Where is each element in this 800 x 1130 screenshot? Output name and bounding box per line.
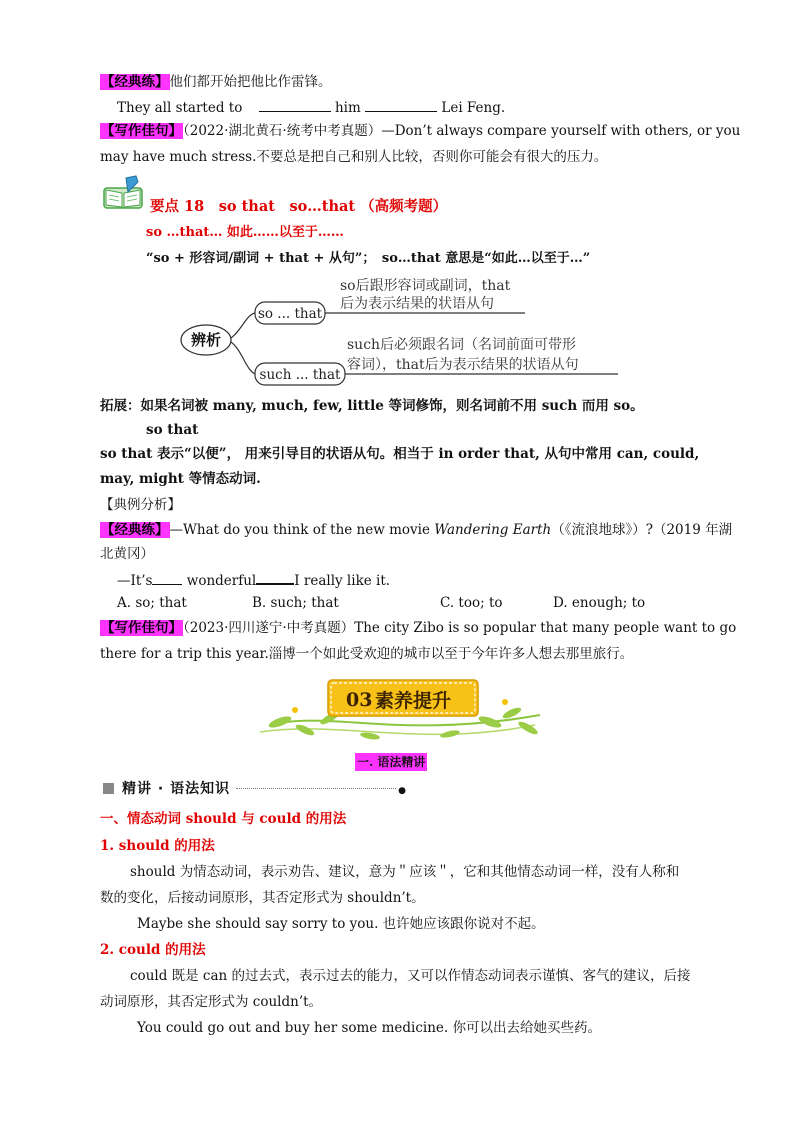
topic-heading: 一、情态动词 should 与 could 的用法 <box>100 811 347 827</box>
book-pencil-icon <box>100 174 148 212</box>
blank-1[interactable] <box>259 97 331 112</box>
answer-prefix: —It’s <box>117 573 153 589</box>
could-para-1: could 既是 can 的过去式，表示过去的能力，又可以作情态动词表示谨慎、客气的建议，后接 <box>130 968 691 984</box>
section-title-row <box>103 779 407 801</box>
should-para-1: should 为情态动词，表示劝告、建议，意为＂应该＂，它和其他情态动词一样，没有人称和 <box>130 864 680 880</box>
tag-classic-practice: 【经典练】 <box>101 74 169 90</box>
example-question-line-1 <box>100 520 732 540</box>
banner-number: 03 <box>346 689 373 711</box>
fill-in-sentence <box>117 97 505 118</box>
mind-map <box>180 270 630 395</box>
writing-text: （2022·湖北黄石·统考中考真题）—Don’t always compare yourself with others, or you <box>183 123 741 139</box>
should-heading: 1. should 的用法 <box>100 838 215 854</box>
dot-icon: ● <box>398 786 407 796</box>
banner-title: 素养提升 <box>375 690 452 712</box>
so-that-explain-2: may, might 等情态动词. <box>100 471 261 487</box>
writing-line-1 <box>100 121 740 141</box>
section-title: 精讲 · 语法知识 <box>122 781 231 797</box>
formula-line: “so + 形容词/副词 + that + 从句”； so…that 意思是“如此…以至于…” <box>146 251 591 266</box>
point-heading: 要点 18 so that so…that （高频考题） <box>150 198 448 215</box>
node-such-that-label: such ... that <box>259 367 341 383</box>
answer-blank-1[interactable] <box>152 570 182 585</box>
answer-mid: wonderful <box>186 573 257 589</box>
writing2-text: （2023·四川遂宁·中考真题）The city Zibo is so popular that many people want to go <box>183 620 737 636</box>
option-b[interactable]: B. such; that <box>252 595 339 611</box>
mind-map-center-label: 辨析 <box>190 331 222 349</box>
sentence-part: They all started to <box>117 100 243 116</box>
writing2-line-2: there for a trip this year.淄博一个如此受欢迎的城市以至于今年许多人想去那里旅行。 <box>100 646 634 662</box>
node1-text-line1: so后跟形容词或副词，that <box>340 278 511 294</box>
cn-prompt: 他们都开始把他比作雷锋。 <box>169 74 332 90</box>
section-banner <box>250 670 550 750</box>
sentence-part: him <box>334 100 361 116</box>
so-that-explain-1: so that 表示“以便”， 用来引导目的状语从句。相当于 in order that, 从句中常用 can, could, <box>100 446 700 462</box>
example-section-title: 【典例分析】 <box>100 497 181 513</box>
question-text-after: （《流浪地球》）?（2019 年湖 <box>551 522 733 538</box>
tag-writing: 【写作佳句】 <box>101 123 182 139</box>
could-example: You could go out and buy her some medicine. 你可以出去给她买些药。 <box>137 1020 601 1036</box>
square-bullet-icon <box>103 783 114 794</box>
point-subtitle: so …that… 如此……以至于…… <box>146 225 344 240</box>
tag-classic-practice: 【经典练】 <box>101 522 169 538</box>
option-d[interactable]: D. enough; to <box>553 595 646 611</box>
extension-line: 拓展：如果名词被 many, much, few, little 等词修饰，则名词前不用 such 而用 so。 <box>100 398 644 414</box>
node2-text-line2: 容词），that后为表示结果的状语从句 <box>347 357 579 373</box>
blank-2[interactable] <box>365 97 437 112</box>
writing2-line-1 <box>100 618 736 638</box>
node2-text-line1: such后必须跟名词（名词前面可带形 <box>347 337 577 353</box>
option-c[interactable]: C. too; to <box>440 595 503 611</box>
should-para-2: 数的变化，后接动词原形，其否定形式为 shouldn’t。 <box>100 890 425 906</box>
grammar-tag: 一. 语法精讲 <box>357 755 426 769</box>
should-example: Maybe she should say sorry to you. 也许她应该跟你说对不起。 <box>137 916 545 932</box>
answer-line <box>117 569 390 591</box>
node-so-that-label: so ... that <box>257 306 323 322</box>
node1-text-line2: 后为表示结果的状语从句 <box>340 296 494 312</box>
tag-writing: 【写作佳句】 <box>101 620 182 636</box>
exercise-line <box>100 72 332 92</box>
question-text: —What do you think of the new movie <box>169 522 435 538</box>
writing-line-2: may have much stress.不要总是把自己和别人比较，否则你可能会有很大的压力。 <box>100 149 608 165</box>
could-para-2: 动词原形，其否定形式为 couldn’t。 <box>100 994 323 1010</box>
answer-suffix: I really like it. <box>294 573 391 589</box>
movie-title: Wandering Earth <box>434 522 552 538</box>
example-question-line-2: 北黄冈） <box>100 546 154 562</box>
so-that-heading: so that <box>146 422 199 438</box>
option-a[interactable]: A. so; that <box>117 595 187 611</box>
answer-blank-2[interactable] <box>256 569 294 585</box>
dotted-divider <box>236 788 396 789</box>
sentence-part: Lei Feng. <box>441 100 506 116</box>
could-heading: 2. could 的用法 <box>100 942 206 958</box>
